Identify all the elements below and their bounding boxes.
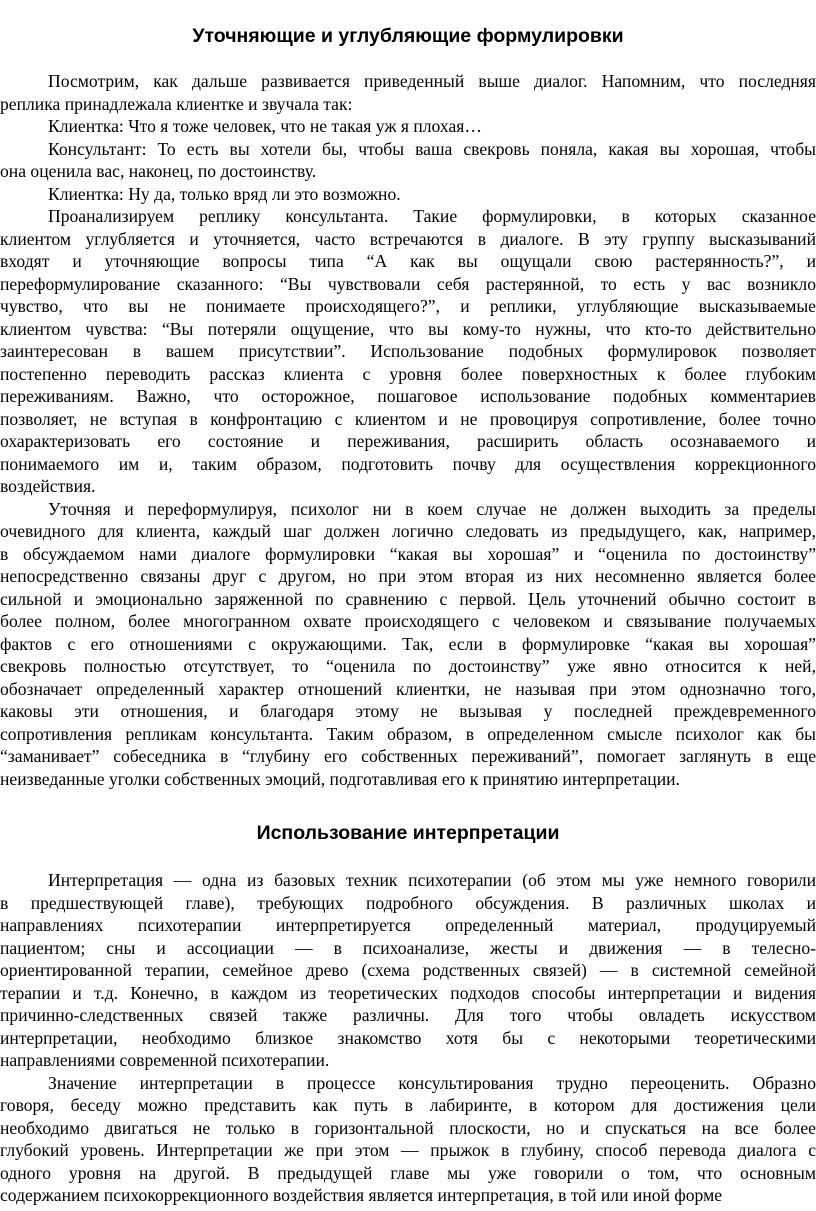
section-heading: Использование интерпретации: [256, 822, 560, 844]
paragraph-line: причинно-следственных связей также различны. Для того чтобы овладеть искусством: [0, 1005, 816, 1025]
paragraph-line: клиентом чувства: “Вы потеряли ощущение, что вы кому-то нужны, что кто-то действительно: [0, 318, 816, 339]
paragraph-line: Интерпретация — одна из базовых техник психотерапии (об этом мы уже немного говорили: [48, 870, 816, 890]
paragraph-line: Посмотрим, как дальше развивается приведенный выше диалог. Напомним, что последняя: [48, 71, 816, 91]
paragraph-line: неизведанные уголки собственных эмоций, подготавливая его к принятию интерпретации.: [0, 768, 680, 789]
section-heading: Уточняющие и углубляющие формулировки: [192, 25, 624, 47]
paragraph-line: в предшествующей главе), требующих подробного обсуждения. В различных школах и: [0, 892, 816, 913]
paragraph-line: заинтересован в вашем присутствии”. Использование подобных формулировок позволяет: [0, 341, 816, 361]
paragraph-line: Значение интерпретации в процессе консультирования трудно переоценить. Образно: [48, 1072, 816, 1093]
paragraph-line: глубокий уровень. Интерпретации же при этом — прыжок в глубину, способ перевода диалога с: [0, 1140, 816, 1160]
paragraph-line: содержанием психокоррекционного воздействия является интерпретация, в той или иной форме: [0, 1185, 723, 1205]
paragraph: [0, 115, 816, 138]
paragraph-line: позволяет, не вступая в конфронтацию с клиентом и не провоцируя сопротивление, более точно: [0, 408, 816, 429]
paragraph-line: одного уровня на другой. В предыдущей главе мы уже говорили о том, что основным: [0, 1162, 816, 1183]
paragraph-line: сопротивления репликам консультанта. Таким образом, в определенном смысле психолог как бы: [0, 723, 816, 744]
paragraph-line: Проанализируем реплику консультанта. Такие формулировки, в которых сказанное: [48, 206, 816, 226]
paragraph: [0, 869, 816, 1072]
paragraph-line: чувство, что вы не понимаете происходящего?”, и реплики, углубляющие высказываемые: [0, 296, 816, 316]
section-body: [0, 869, 816, 1207]
paragraph-line: входят и уточняющие вопросы типа “А как вы ощущали свою растерянность?”, и: [0, 251, 816, 271]
paragraph-line: постепенно переводить рассказ клиента с уровня более поверхностных к более глубоким: [0, 363, 816, 384]
paragraph-line: очевидного для клиента, каждый шаг должен логично следовать из предыдущего, как, например,: [0, 521, 816, 541]
section-body: [0, 70, 816, 790]
paragraph-line: необходимо двигаться не только в горизонтальной плоскости, но и спускаться на все более: [0, 1117, 816, 1138]
paragraph: [0, 498, 816, 791]
paragraph-line: интерпретации, необходимо близкое знакомство хотя бы с некоторыми теоретическими: [0, 1027, 816, 1048]
paragraph-line: сильной и эмоционально заряженной по сравнению с первой. Цель уточнений обычно состоит в: [0, 588, 816, 609]
paragraph: [0, 183, 816, 206]
paragraph-line: непосредственно связаны друг с другом, но при этом вторая из них несомненно является более: [0, 566, 816, 586]
paragraph: [0, 138, 816, 183]
paragraph-line: пациентом; сны и ассоциации — в психоанализе, жесты и движения — в телесно-: [0, 937, 816, 958]
paragraph-line: направлениями современной психотерапии.: [0, 1050, 330, 1070]
paragraph-line: терапии и т.д. Конечно, в каждом из теоретических подходов способы интерпретации и видения: [0, 982, 816, 1003]
paragraph-line: Уточняя и переформулируя, психолог ни в коем случае не должен выходить за пределы: [48, 498, 816, 519]
paragraph-line: Клиентка: Ну да, только вряд ли это возможно.: [48, 183, 401, 204]
paragraph-line: она оценила вас, наконец, по достоинству.: [0, 161, 317, 181]
paragraph-line: воздействия.: [0, 476, 96, 496]
paragraph-line: переживаниям. Важно, что осторожное, пошаговое использование подобных комментариев: [0, 386, 816, 406]
paragraph-line: понимаемого им и, таким образом, подготовить почву для осуществления коррекционного: [0, 453, 816, 474]
paragraph-line: в обсуждаемом нами диалоге формулировки “какая вы хорошая” и “оценила по достоинству”: [0, 543, 816, 564]
paragraph-line: переформулирование сказанного: “Вы чувствовали себя растерянной, то есть у вас возникло: [0, 273, 816, 294]
paragraph-line: каковы эти отношения, и благодаря этому не вызывая у последней преждевременного: [0, 701, 816, 721]
paragraph-line: фактов с его отношениями с окружающими. Так, если в формулировке “какая вы хорошая”: [0, 633, 816, 654]
paragraph-line: ориентированной терапии, семейное древо (схема родственных связей) — в системной семейной: [0, 960, 816, 980]
paragraph-line: Консультант: То есть вы хотели бы, чтобы ваша свекровь поняла, какая вы хорошая, чтобы: [48, 138, 816, 159]
paragraph-line: говоря, беседу можно представить как путь в лабиринте, в котором для достижения цели: [0, 1095, 816, 1115]
paragraph: [0, 205, 816, 498]
paragraph-line: реплика принадлежала клиентке и звучала так:: [0, 93, 353, 114]
paragraph-line: “заманивает” собеседника в “глубину его собственных переживаний”, помогает заглянуть в еще: [0, 746, 816, 766]
paragraph-line: клиентом углубляется и уточняется, часто встречаются в диалоге. В эту группу высказываний: [0, 228, 816, 249]
paragraph-line: Клиентка: Что я тоже человек, что не такая уж я плохая…: [48, 116, 482, 136]
paragraph: [0, 1072, 816, 1207]
paragraph-line: более полном, более многогранном охвате происходящего с человеком и связывание получаемых: [0, 611, 816, 631]
paragraph: [0, 70, 816, 115]
paragraph-line: свекровь полностью отсутствует, то “оценила по достоинству” уже явно относится к ней,: [0, 656, 816, 676]
paragraph-line: охарактеризовать его состояние и переживания, расширить область осознаваемого и: [0, 431, 816, 451]
paragraph-line: направлениях психотерапии интерпретируется определенный материал, продуцируемый: [0, 915, 816, 935]
paragraph-line: обозначает определенный характер отношений клиентки, не называя при этом однозначно того,: [0, 678, 816, 699]
